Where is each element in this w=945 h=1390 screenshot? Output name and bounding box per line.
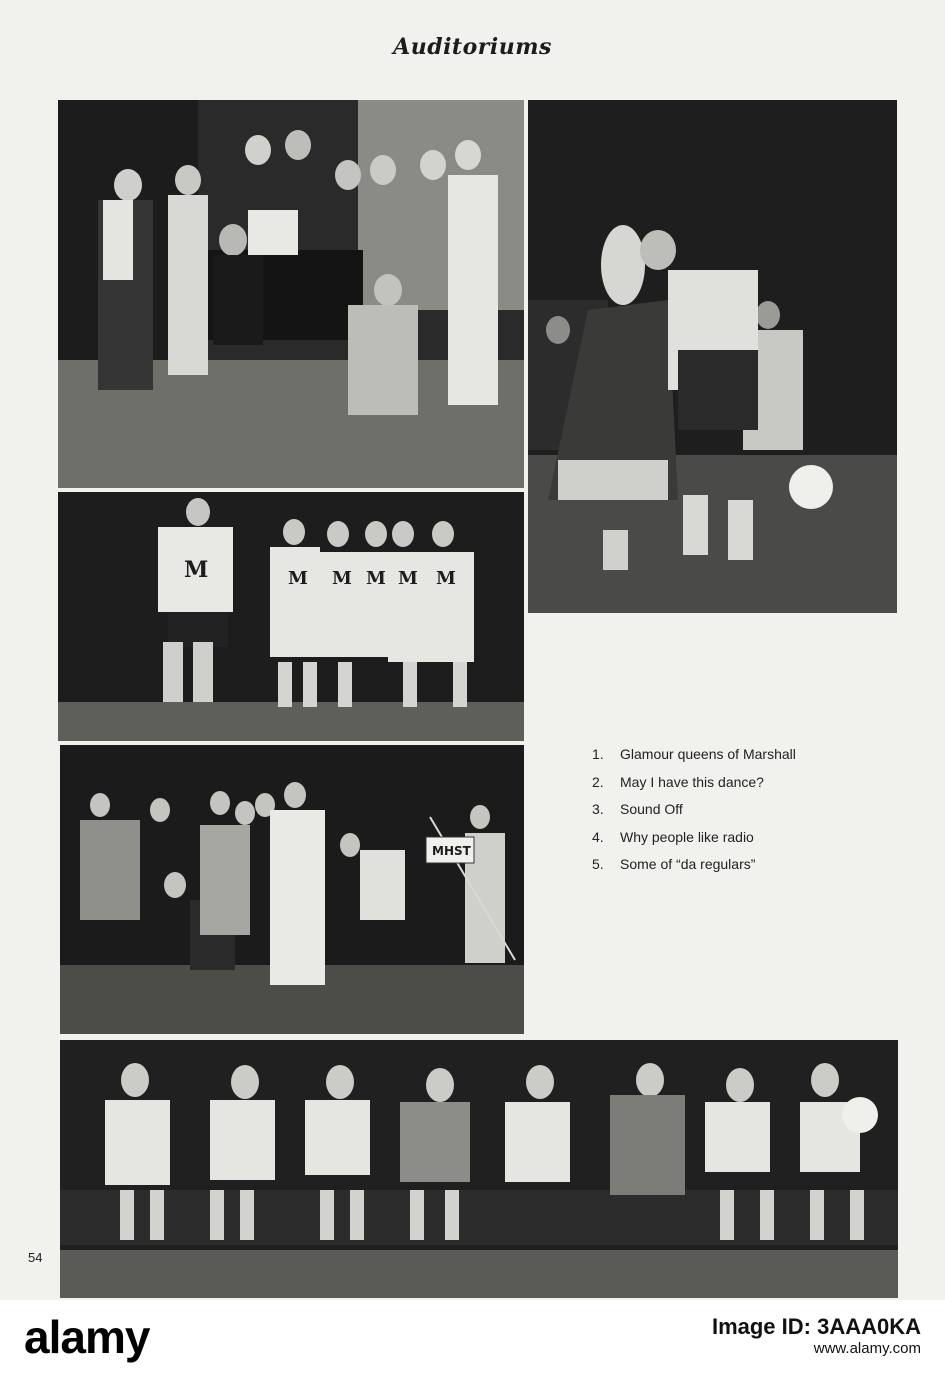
caption-item: 4. Why people like radio xyxy=(592,828,754,845)
svg-text:M: M xyxy=(288,568,308,589)
stock-image-id xyxy=(712,1316,921,1360)
caption-item: 3. Sound Off xyxy=(592,801,683,817)
photo-regulars xyxy=(60,1040,898,1298)
page-title: Auditoriums xyxy=(393,34,552,60)
svg-text:M: M xyxy=(184,557,209,583)
photo-radio xyxy=(60,745,524,1034)
svg-text:M: M xyxy=(398,568,418,589)
stock-logo: alamy xyxy=(24,1311,150,1363)
svg-text:M: M xyxy=(332,568,352,589)
caption-item: 1. Glamour queens of Marshall xyxy=(592,746,796,762)
photo-dance xyxy=(528,100,897,613)
image-id-text: Image ID: 3AAA0KA xyxy=(711,1314,921,1339)
stock-url: www.alamy.com xyxy=(813,1340,921,1357)
caption-item: 5. Some of “da regulars” xyxy=(592,856,756,872)
photo-sound-off xyxy=(58,492,524,741)
svg-text:M: M xyxy=(366,568,386,589)
photo-glamour-queens xyxy=(58,100,524,488)
svg-text:M: M xyxy=(436,568,456,589)
radio-sign-text: MHST xyxy=(432,844,471,858)
caption-item: 2. May I have this dance? xyxy=(592,773,764,790)
page-number: 54 xyxy=(28,1250,43,1265)
caption-list xyxy=(592,744,912,882)
